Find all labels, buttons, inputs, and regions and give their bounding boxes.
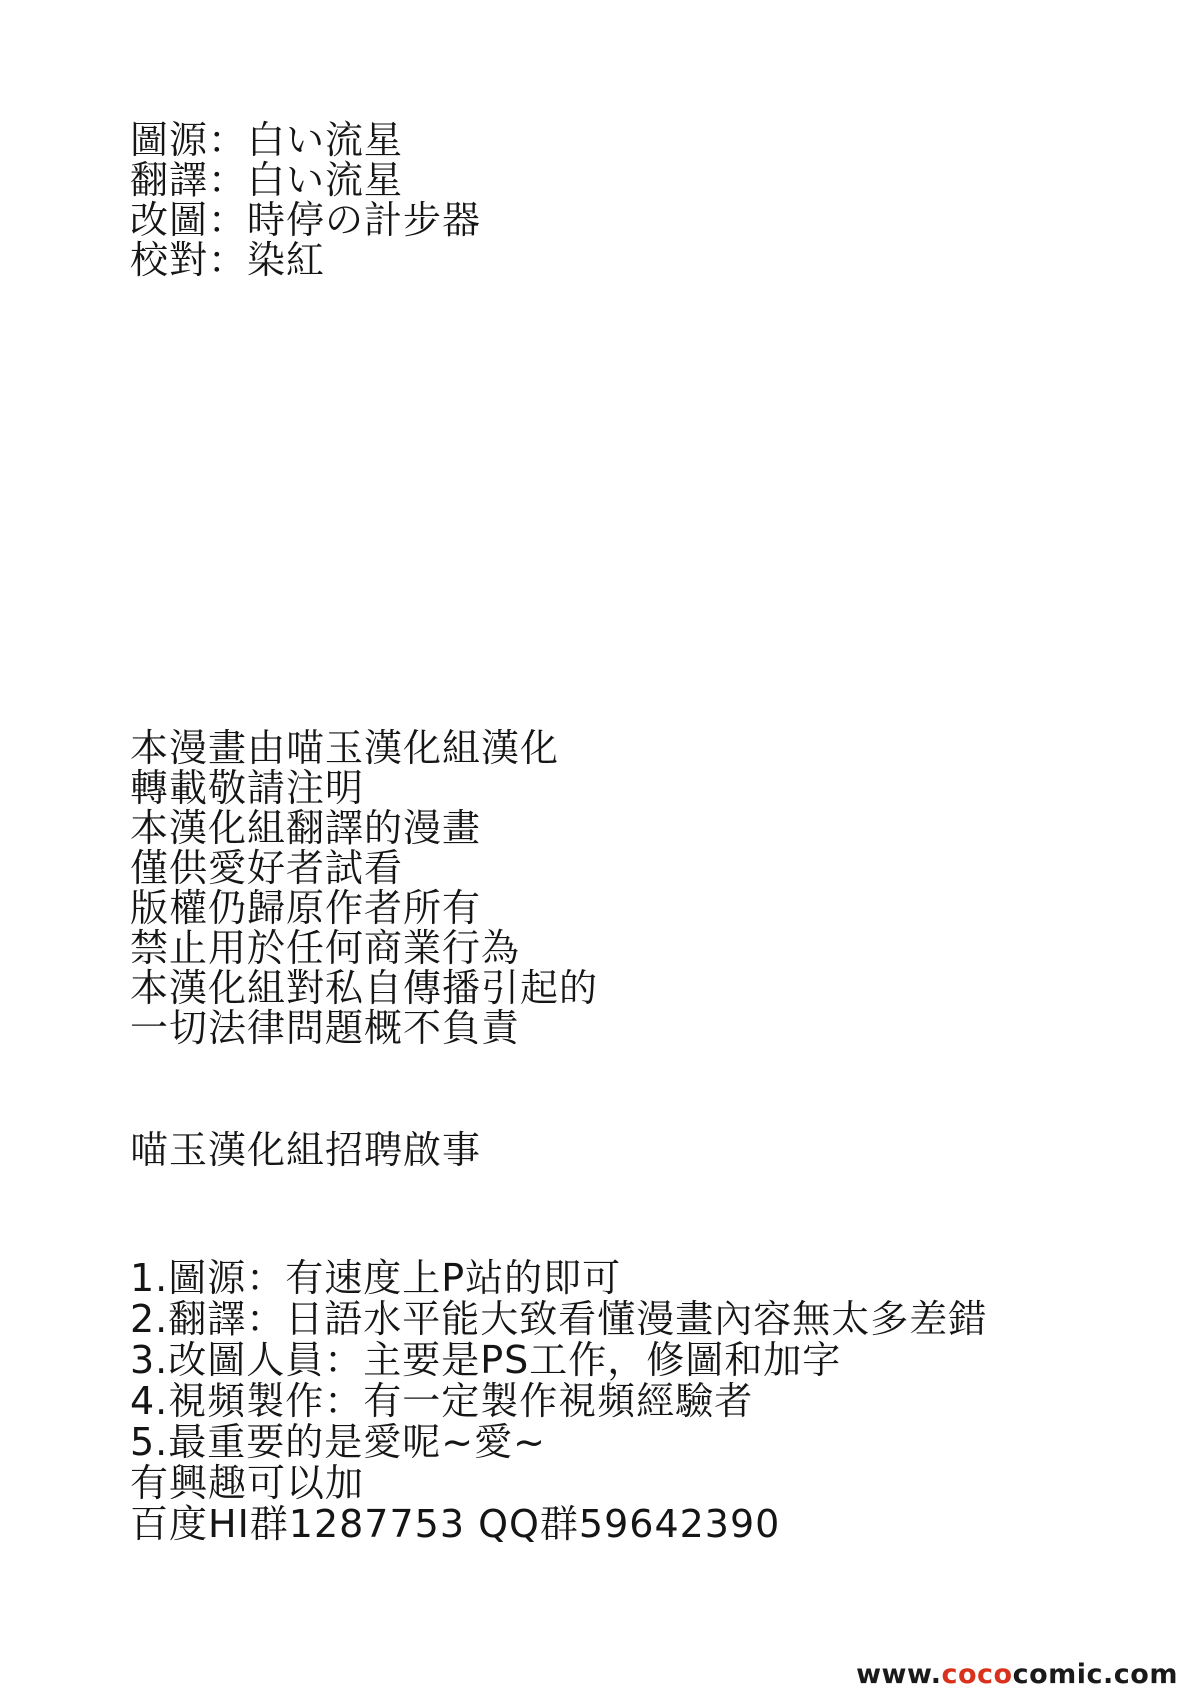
- credits-block: [130, 120, 481, 280]
- credit-line-proofreading: 校對：染紅: [130, 238, 326, 282]
- notice-line: 僅供愛好者試看: [130, 846, 404, 890]
- recruitment-item: 3.改圖人員：主要是PS工作，修圖和加字: [130, 1338, 842, 1382]
- notice-line: 本漢化組對私自傳播引起的: [130, 966, 599, 1010]
- site-watermark: [856, 1658, 1178, 1692]
- recruitment-contact-intro: 有興趣可以加: [130, 1461, 365, 1505]
- recruitment-item: 4.視頻製作：有一定製作視頻經驗者: [130, 1379, 754, 1423]
- recruitment-heading-block: [130, 1130, 481, 1170]
- watermark-prefix: www.: [856, 1659, 942, 1690]
- credit-line-source: 圖源：白い流星: [130, 118, 404, 162]
- notice-line: 一切法律問題概不負責: [130, 1006, 521, 1050]
- recruitment-item: 5.最重要的是愛呢~愛~: [130, 1420, 546, 1464]
- notice-line: 本漢化組翻譯的漫畫: [130, 806, 482, 850]
- notice-line: 版權仍歸原作者所有: [130, 886, 482, 930]
- notice-line: 禁止用於任何商業行為: [130, 926, 521, 970]
- watermark-highlight: coco: [941, 1659, 1013, 1690]
- recruitment-list: [130, 1258, 987, 1545]
- copyright-notice-block: [130, 728, 598, 1048]
- notice-line: 轉載敬請注明: [130, 766, 365, 810]
- recruitment-item: 2.翻譯：日語水平能大致看懂漫畫內容無太多差錯: [130, 1297, 988, 1341]
- notice-line: 本漫畫由喵玉漢化組漢化: [130, 726, 560, 770]
- recruitment-contact-groups: 百度HI群1287753 QQ群59642390: [130, 1502, 781, 1546]
- credit-line-translation: 翻譯：白い流星: [130, 158, 404, 202]
- recruitment-item: 1.圖源：有速度上P站的即可: [130, 1256, 622, 1300]
- watermark-suffix: comic.com: [1012, 1659, 1178, 1690]
- credit-line-editing: 改圖：時停の計步器: [130, 198, 482, 242]
- recruitment-heading: 喵玉漢化組招聘啟事: [130, 1128, 482, 1172]
